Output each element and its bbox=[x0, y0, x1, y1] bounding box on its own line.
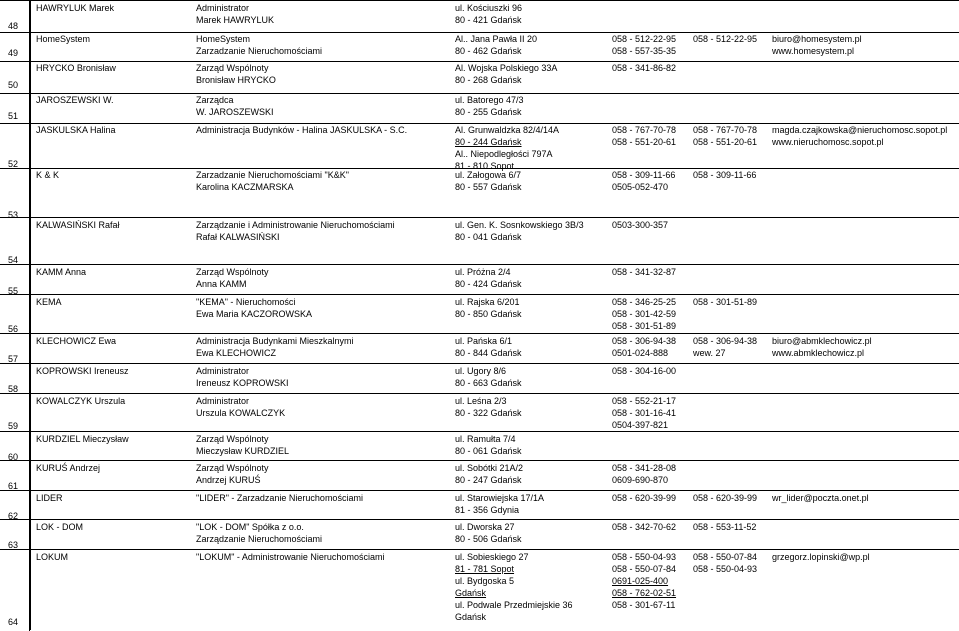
address-cell[interactable]: Al.. Jana Pawła II 20 80 - 462 Gdańsk bbox=[455, 34, 538, 56]
row-number[interactable]: 57 bbox=[0, 334, 30, 364]
name-cell[interactable]: KEMA bbox=[36, 297, 62, 307]
address-cell[interactable]: Al. Wojska Polskiego 33A 80 - 268 Gdańsk bbox=[455, 63, 558, 85]
company-cell[interactable]: "KEMA" - Nieruchomości Ewa Maria KACZOROWSKA bbox=[196, 297, 313, 319]
row-number[interactable]: 52 bbox=[0, 124, 30, 169]
company-cell[interactable]: "LOK - DOM" Spółka z o.o. Zarządzanie Nieruchomościami bbox=[196, 522, 323, 544]
name-cell[interactable]: KURUŚ Andrzej bbox=[36, 463, 101, 473]
address-cell[interactable]: ul. Ugory 8/6 80 - 663 Gdańsk bbox=[455, 366, 522, 388]
table-row[interactable] bbox=[0, 264, 959, 294]
table-row[interactable] bbox=[0, 0, 959, 32]
phone-cell[interactable]: 058 - 304-16-00 bbox=[612, 366, 677, 376]
table-row[interactable] bbox=[0, 32, 959, 61]
company-cell[interactable]: Zarzadzanie Nieruchomościami "K&K" Karolina KACZMARSKA bbox=[196, 170, 349, 192]
address-cell[interactable]: ul. Sobótki 21A/2 80 - 247 Gdańsk bbox=[455, 463, 524, 485]
phone-cell[interactable]: 058 - 620-39-99 bbox=[612, 493, 677, 503]
name-cell[interactable]: LOK - DOM bbox=[36, 522, 84, 532]
table-row[interactable] bbox=[0, 431, 959, 460]
address-cell[interactable]: ul. Próżna 2/4 80 - 424 Gdańsk bbox=[455, 267, 522, 289]
table-row[interactable] bbox=[0, 168, 959, 220]
table-row[interactable] bbox=[0, 490, 959, 519]
company-cell[interactable]: Administracja Budynków - Halina JASKULSKA - S.C. bbox=[196, 125, 408, 135]
phone2-cell[interactable]: 058 - 553-11-52 bbox=[693, 522, 757, 532]
name-cell[interactable]: JAROSZEWSKI W. bbox=[36, 95, 114, 105]
company-cell[interactable]: Zarządca W. JAROSZEWSKI bbox=[196, 95, 274, 117]
table-row[interactable] bbox=[0, 363, 959, 393]
phone-cell[interactable]: 058 - 552-21-17 058 - 301-16-41 0504-397-821 bbox=[612, 396, 677, 430]
row-number[interactable]: 60 bbox=[0, 432, 30, 461]
table-row[interactable] bbox=[0, 123, 959, 171]
company-cell[interactable]: Zarząd Wspólnoty Bronisław HRYCKO bbox=[196, 63, 276, 85]
table-row[interactable] bbox=[0, 549, 959, 630]
phone2-cell[interactable]: 058 - 767-70-78 058 - 551-20-61 bbox=[693, 125, 758, 147]
name-cell[interactable]: KOPROWSKI Ireneusz bbox=[36, 366, 129, 376]
row-number[interactable]: 58 bbox=[0, 364, 30, 394]
company-cell[interactable]: Administrator Urszula KOWALCZYK bbox=[196, 396, 286, 418]
company-cell[interactable]: Administrator Ireneusz KOPROWSKI bbox=[196, 366, 289, 388]
company-cell[interactable]: "LIDER" - Zarzadzanie Nieruchomościami bbox=[196, 493, 363, 503]
name-cell[interactable]: HRYCKO Bronisław bbox=[36, 63, 116, 73]
row-number[interactable]: 55 bbox=[0, 265, 30, 295]
phone-cell[interactable]: 058 - 309-11-66 0505-052-470 bbox=[612, 170, 676, 192]
name-cell[interactable]: KOWALCZYK Urszula bbox=[36, 396, 126, 406]
table-row[interactable] bbox=[0, 93, 959, 123]
web-cell[interactable]: biuro@abmklechowicz.pl www.abmklechowicz.pl bbox=[772, 336, 872, 358]
row-number[interactable]: 48 bbox=[0, 1, 30, 33]
name-cell[interactable]: K & K bbox=[36, 170, 60, 180]
web-cell[interactable]: grzegorz.lopinski@wp.pl bbox=[772, 552, 870, 562]
name-cell[interactable]: KALWASIŃSKI Rafał bbox=[36, 220, 120, 230]
table-row[interactable] bbox=[0, 333, 959, 363]
phone2-cell[interactable]: 058 - 620-39-99 bbox=[693, 493, 758, 503]
address-cell[interactable]: ul. Ramułta 7/4 80 - 061 Gdańsk bbox=[455, 434, 522, 456]
phone-cell[interactable]: 058 - 767-70-78 058 - 551-20-61 bbox=[612, 125, 677, 147]
company-cell[interactable]: Zarząd Wspólnoty Andrzej KURUŚ bbox=[196, 463, 269, 485]
phone-cell[interactable]: 0503-300-357 bbox=[612, 220, 669, 230]
phone2-cell[interactable]: 058 - 306-94-38 wew. 27 bbox=[693, 336, 758, 358]
address-cell[interactable]: ul. Pańska 6/1 80 - 844 Gdańsk bbox=[455, 336, 522, 358]
row-number[interactable]: 63 bbox=[0, 520, 30, 550]
address-cell[interactable]: ul. Dworska 27 80 - 506 Gdańsk bbox=[455, 522, 522, 544]
table-row[interactable] bbox=[0, 217, 959, 264]
phone-cell[interactable]: 058 - 341-86-82 bbox=[612, 63, 677, 73]
row-number[interactable]: 59 bbox=[0, 394, 30, 432]
phone-cell[interactable]: 058 - 342-70-62 bbox=[612, 522, 677, 532]
name-cell[interactable]: KAMM Anna bbox=[36, 267, 87, 277]
row-number[interactable]: 49 bbox=[0, 33, 30, 62]
row-number[interactable]: 61 bbox=[0, 461, 30, 491]
address-cell[interactable]: ul. Starowiejska 17/1A 81 - 356 Gdynia bbox=[455, 493, 545, 515]
company-cell[interactable]: Zarząd Wspólnoty Mieczysław KURDZIEL bbox=[196, 434, 290, 456]
row-number[interactable]: 50 bbox=[0, 62, 30, 94]
row-number[interactable]: 54 bbox=[0, 218, 30, 265]
phone-cell[interactable]: 058 - 512-22-95 058 - 557-35-35 bbox=[612, 34, 677, 56]
address-cell[interactable]: ul. Kościuszki 96 80 - 421 Gdańsk bbox=[455, 3, 523, 25]
row-number[interactable]: 56 bbox=[0, 295, 30, 334]
phone2-cell[interactable]: 058 - 550-07-84 058 - 550-04-93 bbox=[693, 552, 758, 574]
phone2-cell[interactable]: 058 - 309-11-66 bbox=[693, 170, 757, 180]
name-cell[interactable]: JASKULSKA Halina bbox=[36, 125, 116, 135]
name-cell[interactable]: LOKUM bbox=[36, 552, 69, 562]
address-cell[interactable]: ul. Załogowa 6/7 80 - 557 Gdańsk bbox=[455, 170, 522, 192]
name-cell[interactable]: HAWRYLUK Marek bbox=[36, 3, 115, 13]
name-cell[interactable]: KLECHOWICZ Ewa bbox=[36, 336, 117, 346]
company-cell[interactable]: "LOKUM" - Administrowanie Nieruchomościami bbox=[196, 552, 385, 562]
table-row[interactable] bbox=[0, 460, 959, 490]
address-cell[interactable]: ul. Gen. K. Sosnkowskiego 3B/3 80 - 041 Gdańsk bbox=[455, 220, 584, 242]
row-number[interactable]: 53 bbox=[0, 169, 30, 218]
row-number[interactable]: 64 bbox=[0, 550, 30, 631]
row-number[interactable]: 51 bbox=[0, 94, 30, 124]
company-cell[interactable]: Zarząd Wspólnoty Anna KAMM bbox=[196, 267, 269, 289]
table-row[interactable] bbox=[0, 294, 959, 333]
row-number[interactable]: 62 bbox=[0, 491, 30, 520]
company-cell[interactable]: Administracja Budynkami Mieszkalnymi Ewa KLECHOWICZ bbox=[196, 336, 354, 358]
phone-cell[interactable]: 058 - 346-25-25 058 - 301-42-59 058 - 301-51-89 bbox=[612, 297, 677, 331]
address-cell[interactable]: ul. Batorego 47/3 80 - 255 Gdańsk bbox=[455, 95, 524, 117]
phone2-cell[interactable]: 058 - 301-51-89 bbox=[693, 297, 758, 307]
address-cell[interactable]: ul. Sobieskiego 27 81 - 781 Sopot ul. Bydgoska 5 Gdańsk ul. Podwale Przedmiejskie 36 Gdańsk bbox=[455, 552, 573, 622]
web-cell[interactable]: magda.czajkowska@nieruchomosc.sopot.pl www.nieruchomosc.sopot.pl bbox=[772, 125, 948, 147]
name-cell[interactable]: LIDER bbox=[36, 493, 63, 503]
company-cell[interactable]: HomeSystem Zarzadzanie Nieruchomościami bbox=[196, 34, 323, 56]
phone-cell[interactable]: 058 - 306-94-38 0501-024-888 bbox=[612, 336, 677, 358]
address-cell[interactable]: ul. Leśna 2/3 80 - 322 Gdańsk bbox=[455, 396, 522, 418]
address-cell[interactable]: Al. Grunwaldzka 82/4/14A 80 - 244 Gdańsk Al.. Niepodległości 797A 81 - 810 Sopot bbox=[455, 125, 560, 171]
table-row[interactable] bbox=[0, 393, 959, 431]
web-cell[interactable]: wr_lider@poczta.onet.pl bbox=[772, 493, 869, 503]
phone2-cell[interactable]: 058 - 512-22-95 bbox=[693, 34, 758, 44]
phone-cell[interactable]: 058 - 341-28-08 0609-690-870 bbox=[612, 463, 677, 485]
phone-cell[interactable]: 058 - 341-32-87 bbox=[612, 267, 677, 277]
company-cell[interactable]: Zarządzanie i Administrowanie Nieruchomościami Rafał KALWASIŃSKI bbox=[196, 220, 395, 242]
company-cell[interactable]: Administrator Marek HAWRYLUK bbox=[196, 3, 275, 25]
name-cell[interactable]: KURDZIEL Mieczysław bbox=[36, 434, 129, 444]
table-row[interactable] bbox=[0, 519, 959, 549]
address-cell[interactable]: ul. Rajska 6/201 80 - 850 Gdańsk bbox=[455, 297, 522, 319]
web-cell[interactable]: biuro@homesystem.pl www.homesystem.pl bbox=[772, 34, 862, 56]
table-row[interactable] bbox=[0, 61, 959, 93]
phone-cell[interactable]: 058 - 550-04-93 058 - 550-07-84 0691-025-400 058 - 762-02-51 058 - 301-67-11 bbox=[612, 552, 677, 610]
name-cell[interactable]: HomeSystem bbox=[36, 34, 91, 44]
